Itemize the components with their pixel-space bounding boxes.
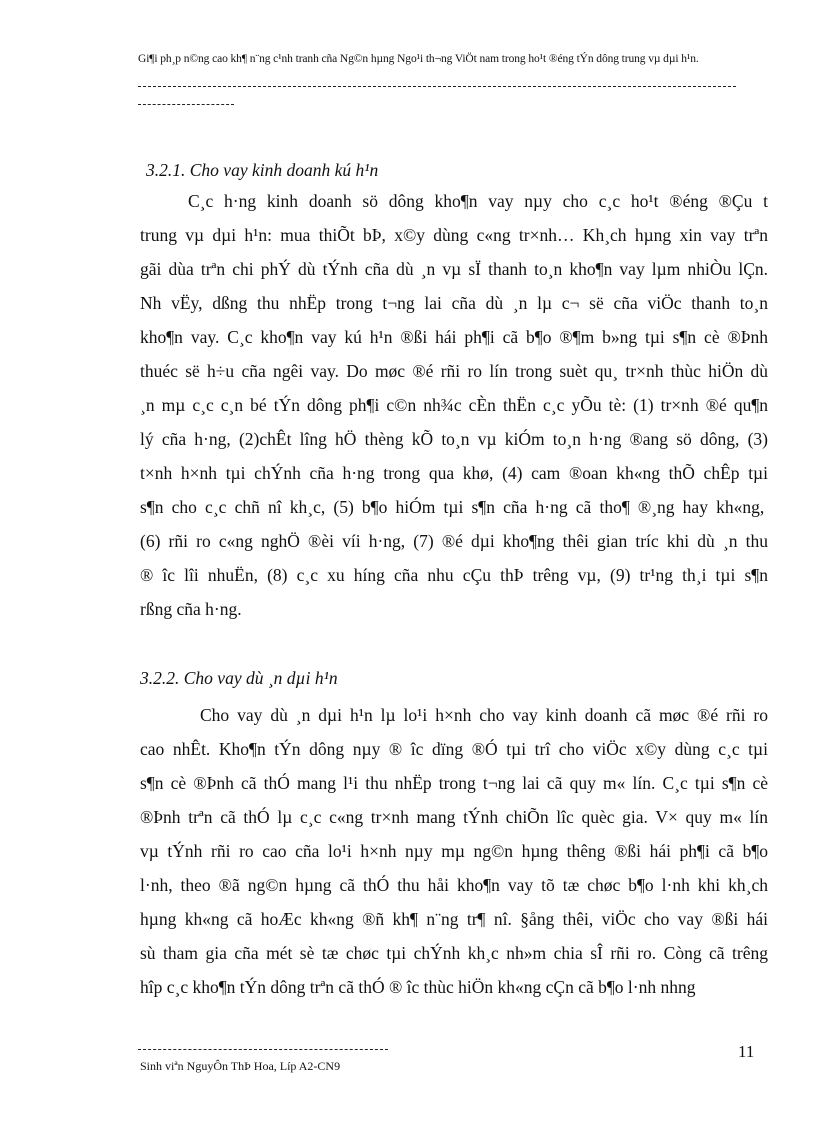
body-line: ® îc lîi nhuËn, (8) c¸c xu híng cña nhu cÇu thÞ trêng vµ, (9) tr¹ng th¸i tµi s¶n [140, 565, 768, 585]
body-line: thuéc së h÷u cña ngêi vay. Do møc ®é rñi ro lín trong suèt qu¸ tr×nh thùc hiÖn dù [140, 361, 768, 381]
body-line: ¸n mµ c¸c c¸n bé tÝn dông ph¶i c©n nh¾c cÈn thËn c¸c yÕu tè: (1) tr×nh ®é qu¶n [140, 395, 768, 415]
body-line: t×nh h×nh tµi chÝnh cña h·ng trong qua khø, (4) cam ®oan kh«ng thÕ chÊp tµi [140, 463, 768, 483]
body-line: sù tham gia cña mét sè tæ chøc tµi chÝnh kh¸c nh»m chia sÎ rñi ro. Còng cã trêng [140, 943, 768, 963]
body-line: gãi dùa trªn chi phÝ dù tÝnh cña dù ¸n vµ sÏ thanh to¸n kho¶n vay lµm nhiÒu lÇn. [140, 259, 768, 279]
footer-divider [138, 1049, 388, 1050]
body-line: Cho vay dù ¸n dµi h¹n lµ lo¹i h×nh cho vay kinh doanh cã møc ®é rñi ro [200, 705, 768, 725]
body-line: hîp c¸c kho¶n tÝn dông trªn cã thÓ ® îc thùc hiÖn kh«ng cÇn cã b¶o l·nh nhng [140, 977, 696, 997]
section-heading-3-2-2: 3.2.2. Cho vay dù ¸n dµi h¹n [140, 668, 338, 688]
body-line: s¶n cho c¸c chñ nî kh¸c, (5) b¶o hiÓm tµi s¶n cña h·ng cã tho¶ ®¸ng hay kh«ng, [140, 497, 765, 517]
body-line: (6) rñi ro c«ng nghÖ ®èi víi h·ng, (7) ®é dµi kho¶ng thêi gian tríc khi dù ¸n thu [140, 531, 768, 551]
page-number: 11 [738, 1042, 755, 1061]
footer-author: Sinh viªn NguyÔn ThÞ Hoa, Líp A2-CN9 [140, 1059, 341, 1073]
body-line: rßng cña h·ng. [140, 599, 242, 619]
body-line: Nh vËy, dßng thu nhËp trong t¬ng lai cña dù ¸n lµ c¬ së cña viÖc thanh to¸n [140, 293, 768, 313]
body-line: ®Þnh trªn cã thÓ lµ c¸c c«ng tr×nh mang tÝnh chiÕn lîc quèc gia. V× quy m« lín [140, 807, 768, 827]
body-line: kho¶n vay. C¸c kho¶n vay kú h¹n ®ßi hái ph¶i cã b¶o ®¶m b»ng tµi s¶n cè ®Þnh [140, 327, 768, 347]
body-line: vµ tÝnh rñi ro cao cña lo¹i h×nh nµy mµ ng©n hµng thêng ®ßi hái ph¶i cã b¶o [140, 841, 768, 861]
section-3-2-2-body [140, 698, 768, 1004]
running-header: Gi¶i ph¸p n©ng cao kh¶ n¨ng c¹nh tranh cña Ng©n hµng Ngo¹i th¬ng ViÖt nam trong ho¹t ®éng tÝn dông trung vµ dµi h¹n. [138, 53, 699, 65]
section-heading-3-2-1: 3.2.1. Cho vay kinh doanh kú h¹n [146, 160, 379, 180]
header-divider-continuation [138, 104, 234, 105]
header-divider [138, 86, 736, 87]
body-line: l·nh, theo ®ã ng©n hµng cã thÓ thu håi kho¶n vay tõ tæ chøc b¶o l·nh khi kh¸ch [140, 875, 768, 895]
body-line: lý cña h·ng, (2)chÊt lîng hÖ thèng kÕ to¸n vµ kiÓm to¸n h·ng ®ang sö dông, (3) [140, 429, 768, 449]
section-3-2-1-body [140, 184, 768, 626]
body-line: trung vµ dµi h¹n: mua thiÕt bÞ, x©y dùng c«ng tr×nh… Kh¸ch hµng xin vay trªn [140, 225, 768, 245]
body-line: cao nhÊt. Kho¶n tÝn dông nµy ® îc dïng ®Ó tµi trî cho viÖc x©y dùng c¸c tµi [140, 739, 768, 759]
body-line: s¶n cè ®Þnh cã thÓ mang l¹i thu nhËp trong t¬ng lai cã quy m« lín. C¸c tµi s¶n cè [140, 773, 768, 793]
body-line: hµng kh«ng cã hoÆc kh«ng ®ñ kh¶ n¨ng tr¶ nî. §ång thêi, viÖc cho vay ®ßi hái [140, 909, 768, 929]
body-line: C¸c h·ng kinh doanh sö dông kho¶n vay nµy cho c¸c ho¹t ®éng ®Çu t [188, 191, 768, 211]
